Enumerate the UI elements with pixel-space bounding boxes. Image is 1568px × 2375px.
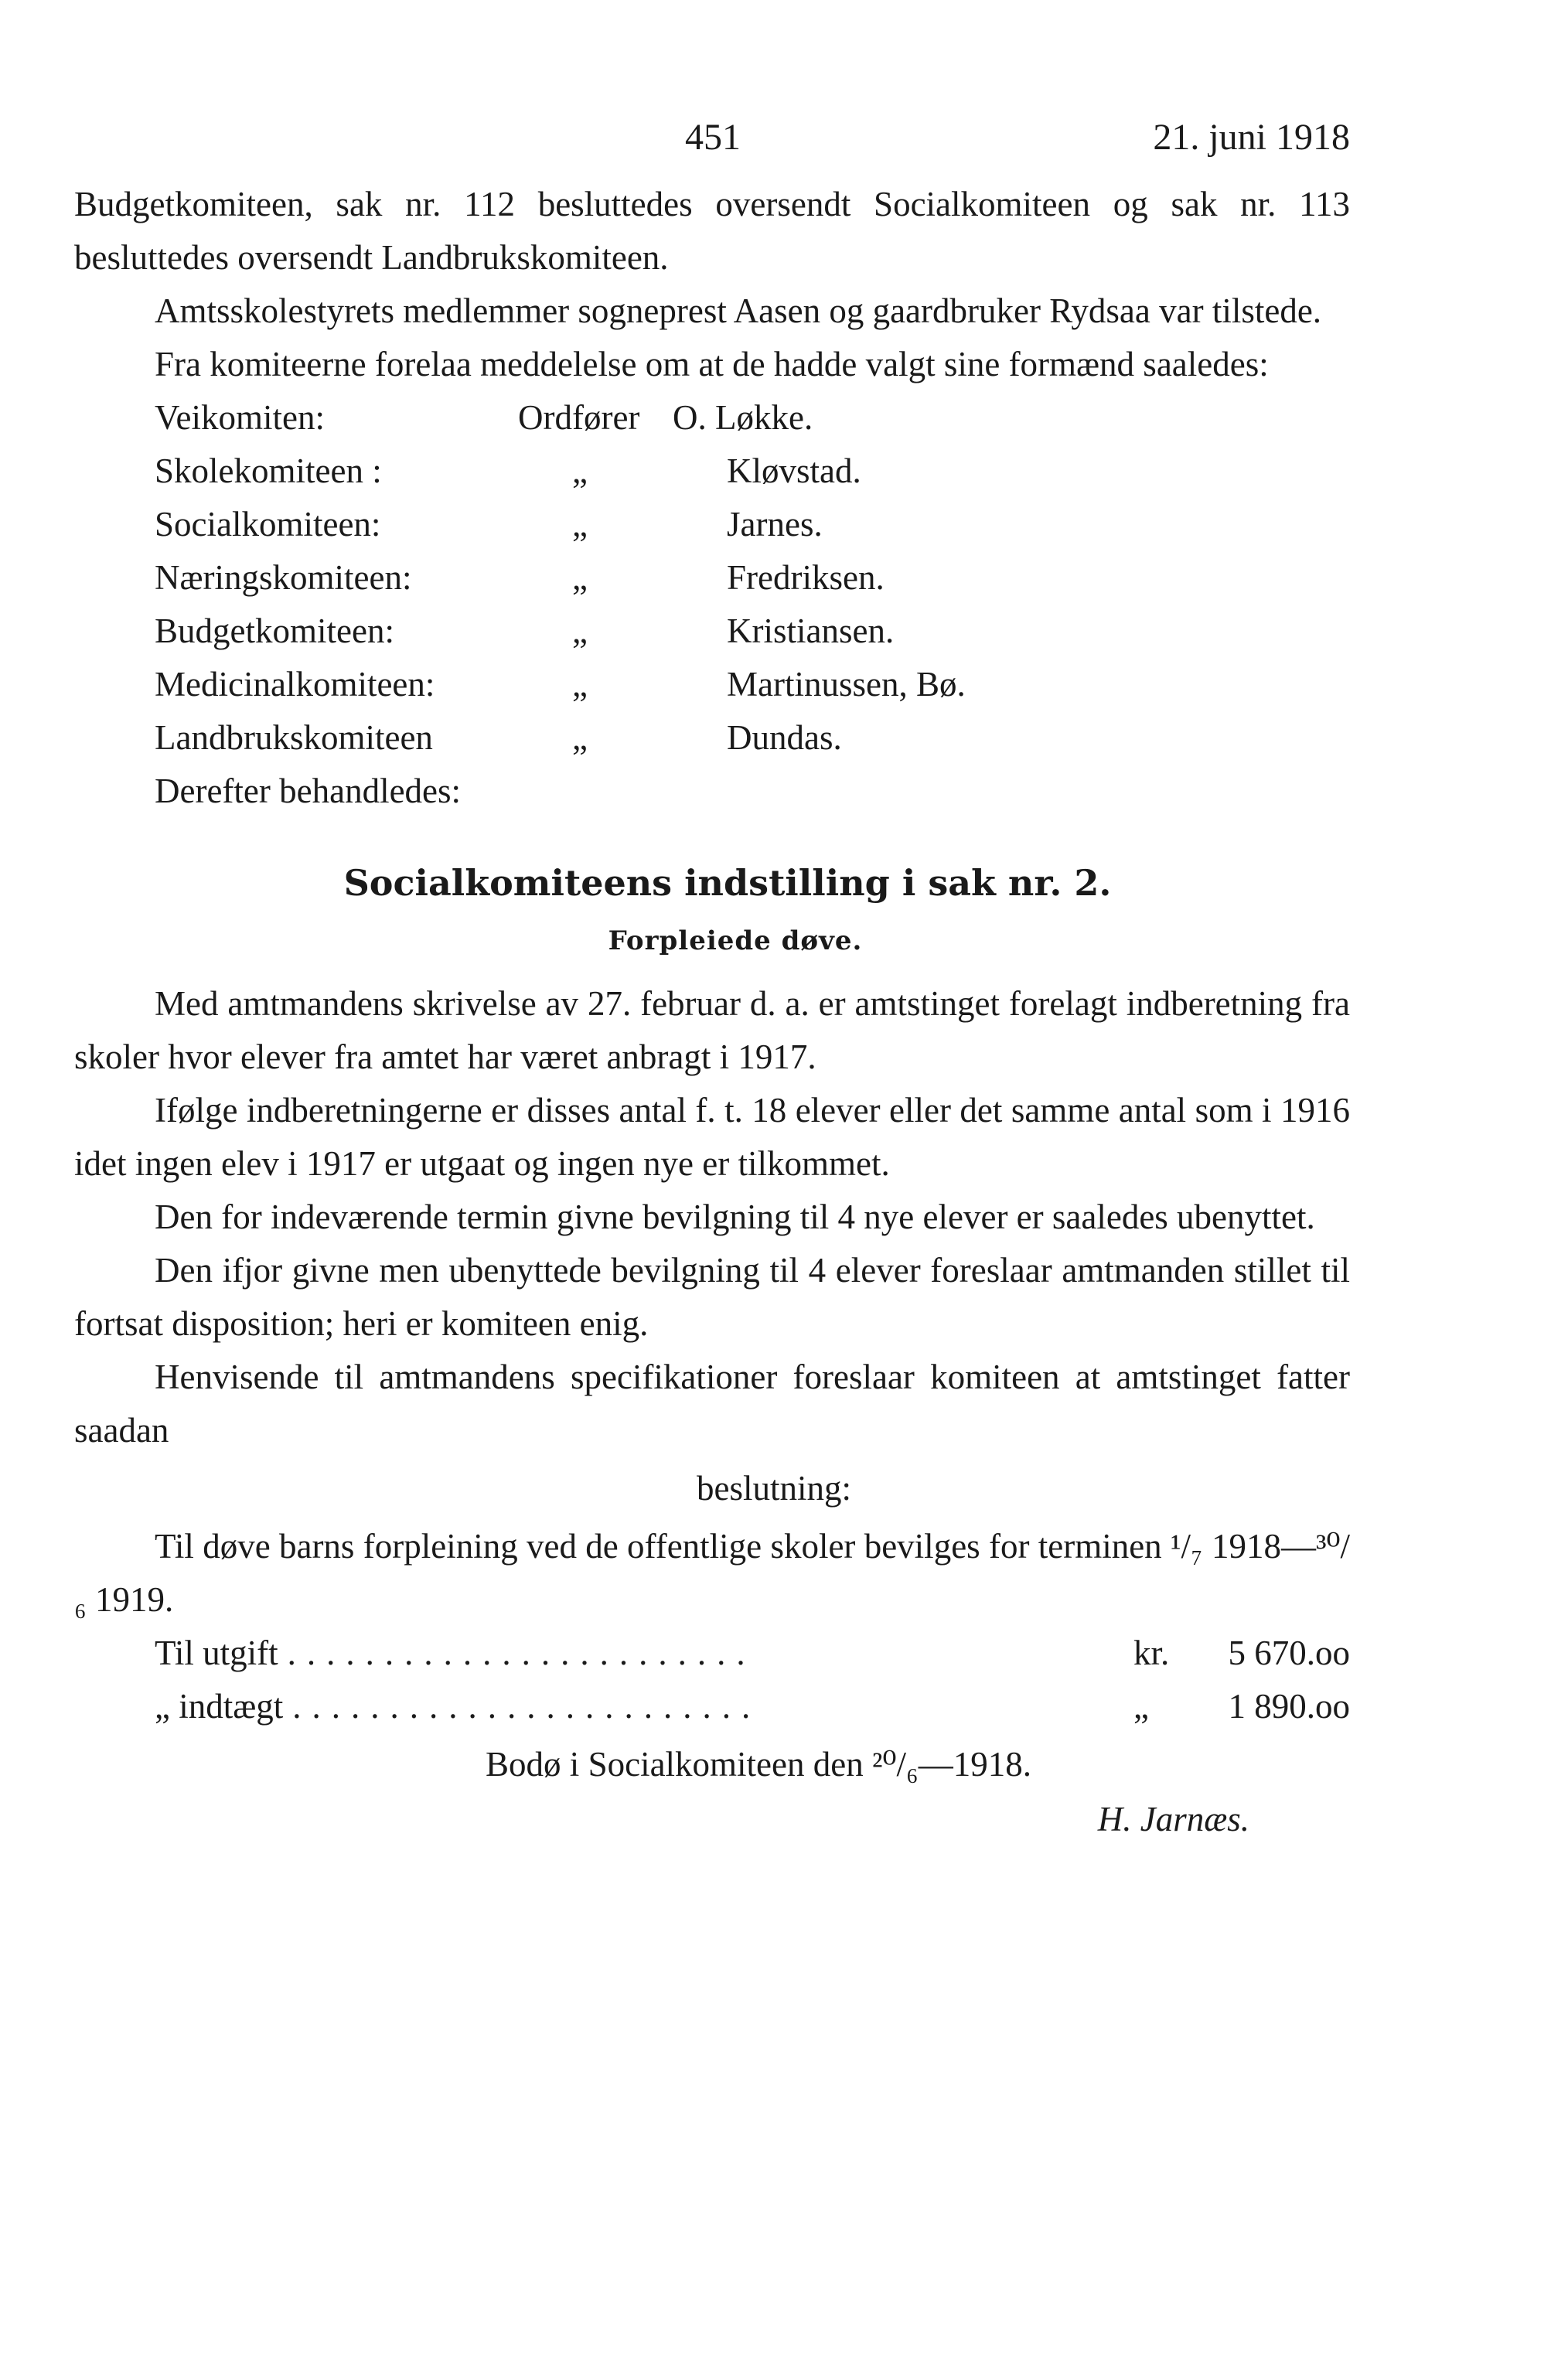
amount-label: „ indtægt xyxy=(155,1687,284,1726)
ditto-mark: „ xyxy=(572,505,588,543)
foreman-row xyxy=(155,605,1350,658)
ditto-mark: „ xyxy=(572,718,588,757)
committee-name: Næringskomiteen: xyxy=(155,558,412,597)
ditto-mark: „ xyxy=(572,558,588,597)
page-date: 21. juni 1918 xyxy=(1153,117,1350,158)
amount-label: Til utgift xyxy=(155,1634,278,1672)
amount-value: 1 890.oo xyxy=(1228,1687,1350,1726)
committee-name: Medicinalkomiteen: xyxy=(155,665,435,704)
section-paragraph: Den for indeværende termin givne bevilgning til 4 nye elever er saaledes ubenyttet. xyxy=(155,1198,1315,1236)
section-paragraph: Den ifjor givne men ubenyttede bevilgning til 4 elever foreslaar amtmanden stillet til fortsat disposition; heri er komiteen enig. xyxy=(74,1251,1350,1343)
committee-name: Socialkomiteen: xyxy=(155,505,381,543)
ditto-mark: „ xyxy=(572,451,588,490)
foreman-row xyxy=(155,658,1350,711)
foreman-row xyxy=(155,711,1350,765)
foreman-name: Martinussen, Bø. xyxy=(727,665,966,704)
section-paragraph: Henvisende til amtmandens specifikationer foreslaar komiteen at amtstinget fatter saadan xyxy=(74,1358,1350,1450)
foreman-row xyxy=(155,498,1350,551)
signature: H. Jarnæs. xyxy=(1097,1800,1249,1838)
document-page xyxy=(74,116,1350,1846)
foreman-name: O. Løkke. xyxy=(673,398,813,437)
amount-row-expense xyxy=(74,1627,1350,1680)
committee-name: Skolekomiteen : xyxy=(155,451,382,490)
foreman-name: Kristiansen. xyxy=(727,612,895,650)
decision-label: beslutning: xyxy=(697,1469,851,1508)
closing-line: Bodø i Socialkomiteen den ²⁰/₆—1918. xyxy=(486,1745,1031,1784)
foreman-row xyxy=(155,551,1350,605)
ditto-mark: „ xyxy=(572,665,588,704)
ditto-mark: „ xyxy=(572,612,588,650)
body-text xyxy=(74,178,1350,1846)
foreman-name: Dundas. xyxy=(727,718,842,757)
committee-name: Budgetkomiteen: xyxy=(155,612,394,650)
decision-text: Til døve barns forpleining ved de offentlige skoler bevilges for terminen ¹/₇ 1918—³⁰/₆ 1919. xyxy=(74,1527,1350,1619)
then-treated-row xyxy=(155,765,1350,818)
foremen-list xyxy=(74,391,1350,818)
page-header xyxy=(74,116,1350,178)
then-treated: Derefter behandledes: xyxy=(155,772,462,810)
foreman-name: Kløvstad. xyxy=(727,451,861,490)
committee-name: Veikomiten: xyxy=(155,398,325,437)
section-subheading: Forpleiede døve. xyxy=(608,925,863,956)
committee-name: Landbrukskomiteen xyxy=(155,718,433,757)
leader-dots: ........................ xyxy=(292,1687,762,1726)
foreman-row xyxy=(155,391,1350,445)
foreman-title: Ordfører xyxy=(518,398,640,437)
foreman-row xyxy=(155,445,1350,498)
section-paragraph: Med amtmandens skrivelse av 27. februar d. a. er amtstinget forelagt indberetning fra skoler hvor elever fra amtet har været anbragt i 1917. xyxy=(74,984,1350,1076)
leader-dots: ........................ xyxy=(287,1634,756,1672)
foreman-name: Fredriksen. xyxy=(727,558,885,597)
amount-currency: kr. xyxy=(1133,1634,1170,1672)
amount-value: 5 670.oo xyxy=(1228,1634,1350,1672)
section-heading: Socialkomiteens indstilling i sak nr. 2. xyxy=(343,862,1112,904)
foreman-name: Jarnes. xyxy=(727,505,823,543)
amount-currency: „ xyxy=(1133,1687,1149,1726)
intro-paragraph: Amtsskolestyrets medlemmer sogneprest Aasen og gaardbruker Rydsaa var tilstede. xyxy=(155,291,1322,330)
intro-paragraph: Fra komiteerne forelaa meddelelse om at de hadde valgt sine formænd saaledes: xyxy=(155,345,1269,383)
intro-paragraph: Budgetkomiteen, sak nr. 112 besluttedes oversendt Socialkomiteen og sak nr. 113 besluttedes oversendt Landbrukskomiteen. xyxy=(74,185,1350,277)
amount-row-income xyxy=(74,1680,1350,1733)
section-paragraph: Ifølge indberetningerne er disses antal f. t. 18 elever eller det samme antal som i 1916 idet ingen elev i 1917 er utgaat og ingen nye er tilkommet. xyxy=(74,1091,1350,1183)
page-number: 451 xyxy=(685,117,741,158)
